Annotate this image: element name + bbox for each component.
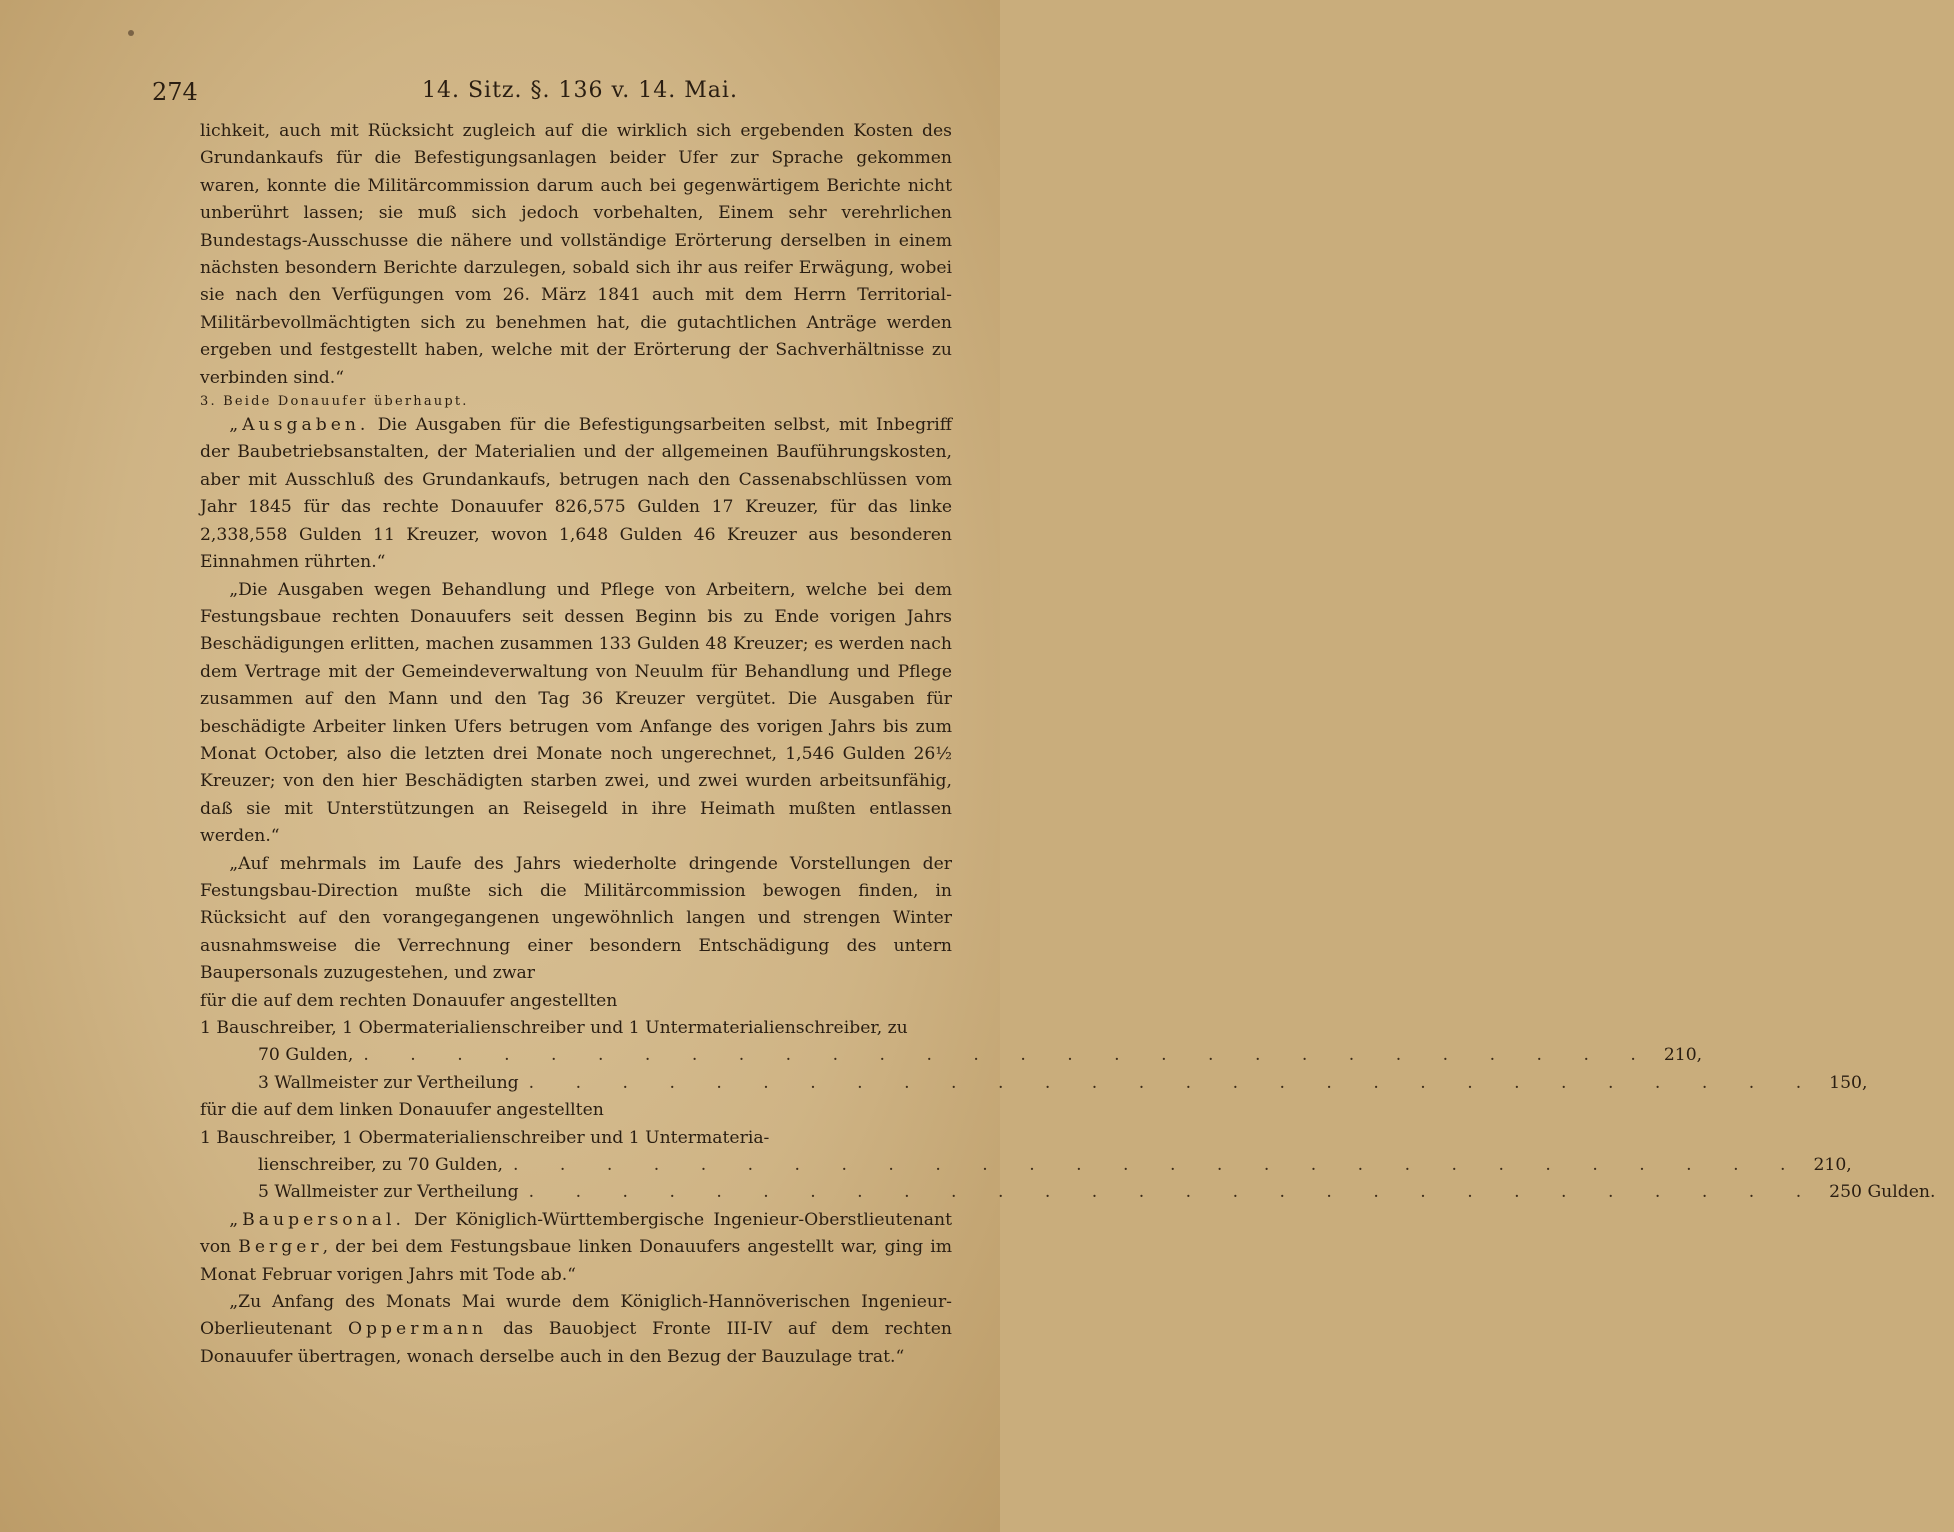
list-item-amount: 250 Gulden. <box>1829 1182 1936 1203</box>
paragraph-ausgaben <box>200 412 952 576</box>
paragraph-oppermann-text-b: das Bauobject Fronte III-IV auf dem rechten Donauufer übertragen, wonach derselbe auch in den Bezug der Bauzulage trat.“ <box>200 1319 952 1367</box>
person-name-berger: Berger <box>238 1237 323 1258</box>
list-item-label: 70 Gulden, <box>258 1045 354 1066</box>
paragraph-baupersonal-text-b: , der bei dem Festungsbaue linken Donauufers angestellt war, ging im Monat Februar vorigen Jahrs mit Tode ab.“ <box>200 1237 952 1285</box>
list-left-item-1-line <box>258 1152 1852 1179</box>
leader-dots: . . . . . . . . . . . . . . . . . . . . . . . . . . . . <box>363 1045 1654 1066</box>
list-right-intro: für die auf dem rechten Donauufer angestellten <box>200 990 618 1011</box>
list-left-intro: für die auf dem linken Donauufer angestellten <box>200 1100 604 1121</box>
page-body <box>200 118 1936 1371</box>
paragraph-vorstellungen: „Auf mehrmals im Laufe des Jahrs wiederholte dringende Vorstellungen der Festungsbau-Direction mußte sich die Militärcommission bewogen finden, in Rücksicht auf den vorangegangenen ungewöhnlich langen und strengen Winter ausnahmsweise die Verrechnung einer besondern Entschädigung des untern Baupersonals zuzugestehen, und zwar <box>200 853 952 984</box>
paragraph-baupersonal-text-a: Der Königlich-Württembergische Ingenieur-Oberstlieutenant von <box>200 1209 952 1258</box>
list-right-item-1: 1 Bauschreiber, 1 Obermaterialienschreiber und 1 Untermaterialienschreiber, zu <box>200 1018 908 1038</box>
paragraph-lead-baupersonal: „Baupersonal. <box>229 1209 405 1230</box>
list-item-amount: 210, <box>1813 1155 1852 1176</box>
paragraph-lead-ausgaben: „Ausgaben. <box>229 415 370 436</box>
ink-speck <box>128 30 134 36</box>
list-right-item-1-line <box>258 1042 1703 1069</box>
page-header <box>152 78 932 110</box>
leader-dots: . . . . . . . . . . . . . . . . . . . . . . . . . . . . <box>528 1072 1820 1093</box>
list-right-item-2-line <box>258 1070 1868 1097</box>
paragraph-oppermann-text-a: „Zu Anfang des Monats Mai wurde dem Königlich-Hannöverischen Ingenieur-Oberlieutenant <box>200 1292 952 1340</box>
list-left-item-1: 1 Bauschreiber, 1 Obermaterialienschreiber und 1 Untermateria- <box>200 1127 770 1148</box>
page-number: 274 <box>152 78 198 106</box>
paragraph-behandlung: „Die Ausgaben wegen Behandlung und Pflege von Arbeitern, welche bei dem Festungsbaue rechten Donauufers seit dessen Beginn bis zu Ende vorigen Jahrs Beschädigungen erlitten, machen zusammen 133 Gulden 48 Kreuzer; es werden nach dem Vertrage mit der Gemeindeverwaltung von Neuulm für Behandlung und Pflege zusammen auf den Mann und den Tag 36 Kreuzer vergütet. Die Ausgaben für beschädigte Arbeiter linken Ufers betrugen vom Anfange des vorigen Jahrs bis zum Monat October, also die letzten drei Monate noch ungerechnet, 1,546 Gulden 26½ Kreuzer; von den hier Beschädigten starben zwei, und zwei wurden arbeitsunfähig, daß sie mit Unterstützungen an Reisegeld in ihre Heimath mußten entlassen werden.“ <box>200 579 952 847</box>
list-item-label: 5 Wallmeister zur Vertheilung <box>258 1182 519 1203</box>
paragraph-ausgaben-text: Die Ausgaben für die Befestigungsarbeiten selbst, mit Inbegriff der Baubetriebsanstalten, der Materialien und der allgemeinen Bauführungskosten, aber mit Ausschluß des Grundankaufs, betrugen nach den Cassenabschlüssen vom Jahr 1845 für das rechte Donauufer 826,575 Gulden 17 Kreuzer, für das linke 2,338,558 Gulden 11 Kreuzer, wovon 1,648 Gulden 46 Kreuzer aus besonderen Einnahmen rührten.“ <box>200 415 952 573</box>
paragraph-continuation: lichkeit, auch mit Rücksicht zugleich auf die wirklich sich ergebenden Kosten des Grundankaufs für die Befestigungsanlagen beider Ufer zur Sprache gekommen waren, konnte die Militärcommission darum auch bei gegenwärtigem Berichte nicht unberührt lassen; sie muß sich jedoch vorbehalten, Einem sehr verehrlichen Bundestags-Ausschusse die nähere und vollständige Erörterung derselben in einem nächsten besondern Berichte darzulegen, sobald sich ihr aus reifer Erwägung, wobei sie nach den Verfügungen vom 26. März 1841 auch mit dem Herrn Territorial-Militärbevollmächtigten sich zu benehmen hat, die gutachtlichen Anträge werden ergeben und festgestellt haben, welche mit der Erörterung der Sachverhältnisse zu verbinden sind.“ <box>200 121 952 388</box>
list-item-amount: 150, <box>1829 1072 1868 1093</box>
list-item-amount: 210, <box>1663 1045 1703 1066</box>
person-name-oppermann: Oppermann <box>347 1319 488 1340</box>
list-item-label: 3 Wallmeister zur Vertheilung <box>258 1072 519 1093</box>
running-head: 14. Sitz. §. 136 v. 14. Mai. <box>422 78 738 103</box>
list-item-label: lienschreiber, zu 70 Gulden, <box>258 1155 503 1176</box>
section-heading: 3. Beide Donauufer überhaupt. <box>200 394 469 410</box>
paragraph-baupersonal <box>200 1207 952 1289</box>
leader-dots: . . . . . . . . . . . . . . . . . . . . . . . . . . . . <box>513 1155 1804 1176</box>
list-left-item-2-line <box>258 1179 1936 1206</box>
paragraph-oppermann <box>200 1289 952 1371</box>
leader-dots: . . . . . . . . . . . . . . . . . . . . . . . . . . . . <box>528 1182 1820 1203</box>
